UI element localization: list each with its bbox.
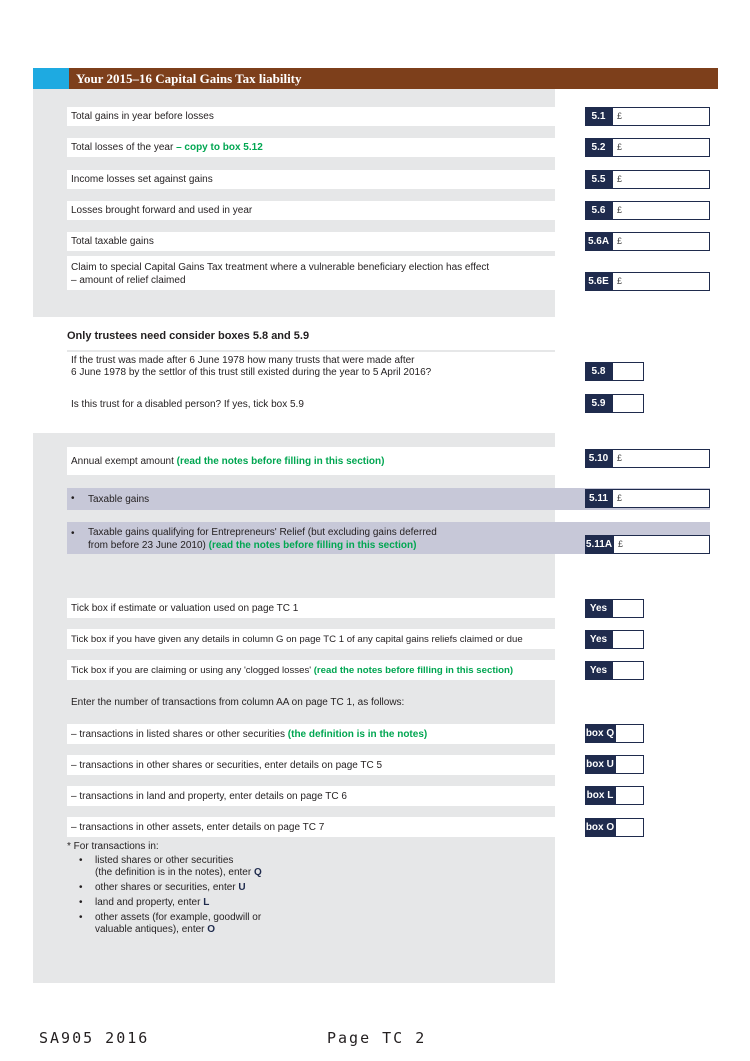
box-5-2-number: 5.2 — [585, 138, 612, 157]
box-5-2-input[interactable]: £ — [612, 138, 710, 157]
line-label-2: 6 June 1978 by the settlor of this trust still existed during the year to 5 April 2016? — [71, 367, 432, 378]
box-5-10-input[interactable]: £ — [612, 449, 710, 468]
box-5-6e-input[interactable]: £ — [612, 272, 710, 291]
box-5-6e-number: 5.6E — [585, 272, 612, 291]
bullet: • — [79, 897, 83, 908]
box-u-label: box U — [585, 755, 615, 774]
transactions-intro: Enter the number of transactions from column AA on page TC 1, as follows: — [71, 697, 405, 708]
line-5-5 — [67, 170, 555, 189]
footnote-item: land and property, enter — [95, 897, 204, 908]
footnote-item: listed shares or other securities — [95, 855, 234, 866]
line-5-6 — [67, 201, 555, 220]
box-q-label: box Q — [585, 724, 615, 743]
box-5-11a-input[interactable]: £ — [613, 535, 710, 554]
box-5-8-number: 5.8 — [585, 362, 612, 381]
line-label: Is this trust for a disabled person? If yes, tick box 5.9 — [71, 399, 304, 410]
footnote-item: other assets (for example, goodwill or — [95, 912, 262, 923]
box-5-6a-number: 5.6A — [585, 232, 612, 251]
section-title: Your 2015–16 Capital Gains Tax liability — [76, 71, 302, 86]
box-o-label: box O — [585, 818, 615, 837]
line-label: Income losses set against gains — [71, 174, 213, 185]
box-5-9-number: 5.9 — [585, 394, 612, 413]
tick-row-clogged — [67, 660, 557, 680]
box-5-11a-number: 5.11A — [585, 535, 613, 554]
bullet: • — [71, 493, 75, 504]
box-5-9-checkbox[interactable] — [612, 394, 644, 413]
transactions-row-l — [67, 786, 555, 806]
line-note: (the definition is in the notes) — [287, 729, 428, 740]
box-5-5-input[interactable]: £ — [612, 170, 710, 189]
box-5-5-number: 5.5 — [585, 170, 612, 189]
box-5-6-input[interactable]: £ — [612, 201, 710, 220]
line-label: – transactions in other shares or securities, enter details on page TC 5 — [71, 760, 383, 771]
line-5-6e — [67, 256, 555, 290]
tick-row-estimate — [67, 598, 555, 618]
line-label: – transactions in other assets, enter details on page TC 7 — [71, 822, 325, 833]
form-reference: SA905 2016 — [39, 1029, 150, 1047]
line-5-1 — [67, 107, 555, 126]
box-5-1-input[interactable]: £ — [612, 107, 710, 126]
line-5-11 — [67, 488, 555, 510]
line-label: Total losses of the year — [71, 142, 177, 153]
bullet: • — [79, 912, 83, 923]
header-accent — [33, 68, 69, 89]
box-5-6a-input[interactable]: £ — [612, 232, 710, 251]
footnote — [67, 841, 262, 936]
bullet: • — [79, 882, 83, 893]
line-label: Tick box if estimate or valuation used on page TC 1 — [71, 603, 299, 614]
footnote-item-2: valuable antiques), enter — [95, 924, 208, 935]
footnote-key: Q — [253, 867, 262, 878]
footnote-key: U — [238, 882, 246, 893]
line-label-2: from before 23 June 2010) — [88, 540, 209, 551]
trustees-heading: Only trustees need consider boxes 5.8 and 5.9 — [67, 330, 310, 342]
line-label: Total gains in year before losses — [71, 111, 214, 122]
tick-reliefs-checkbox[interactable] — [612, 630, 644, 649]
footnote-title: * For transactions in: — [67, 841, 159, 852]
box-5-8-input[interactable] — [612, 362, 644, 381]
line-label: Total taxable gains — [71, 236, 154, 247]
line-label: Tick box if you are claiming or using any 'clogged losses' — [71, 665, 314, 676]
box-5-11-input[interactable]: £ — [612, 489, 710, 508]
line-label: Annual exempt amount — [71, 456, 177, 467]
line-label: If the trust was made after 6 June 1978 how many trusts that were made after — [71, 355, 415, 366]
box-5-10-number: 5.10 — [585, 449, 612, 468]
footnote-item: other shares or securities, enter — [95, 882, 239, 893]
footnote-key: O — [207, 924, 216, 935]
bullet: • — [79, 855, 83, 866]
line-5-10 — [67, 447, 555, 475]
line-label: Losses brought forward and used in year — [71, 205, 253, 216]
transactions-row-o — [67, 817, 555, 837]
tick-yes-label: Yes — [585, 599, 612, 618]
line-note: (read the notes before filling in this section) — [313, 665, 514, 676]
tick-clogged-checkbox[interactable] — [612, 661, 644, 680]
tick-yes-label: Yes — [585, 630, 612, 649]
row-strip — [67, 350, 555, 352]
box-l-input[interactable] — [615, 786, 644, 805]
line-label: Taxable gains — [88, 494, 150, 505]
box-5-11-number: 5.11 — [585, 489, 612, 508]
line-label: Taxable gains qualifying for Entrepreneurs' Relief (but excluding gains deferred — [88, 527, 437, 538]
tick-yes-label: Yes — [585, 661, 612, 680]
line-note: – copy to box 5.12 — [176, 142, 263, 153]
box-q-input[interactable] — [615, 724, 644, 743]
line-5-2 — [67, 138, 555, 157]
page-number: Page TC 2 — [327, 1029, 427, 1047]
transactions-row-q — [67, 724, 555, 744]
line-label: Tick box if you have given any details in column G on page TC 1 of any capital gains reliefs claimed or due — [71, 634, 523, 645]
line-5-11a — [67, 522, 555, 554]
line-5-8 — [67, 350, 555, 386]
box-l-label: box L — [585, 786, 615, 805]
line-note: (read the notes before filling in this section) — [176, 456, 385, 467]
box-o-input[interactable] — [615, 818, 644, 837]
bullet: • — [71, 528, 75, 539]
line-5-6a — [67, 232, 555, 251]
line-label: Claim to special Capital Gains Tax treatment where a vulnerable beneficiary election has effect — [71, 262, 490, 273]
tick-estimate-checkbox[interactable] — [612, 599, 644, 618]
footnote-item-2: (the definition is in the notes), enter — [95, 867, 254, 878]
line-label-2: – amount of relief claimed — [71, 275, 186, 286]
box-u-input[interactable] — [615, 755, 644, 774]
line-note: (read the notes before filling in this section) — [208, 540, 417, 551]
tick-row-reliefs — [67, 629, 557, 649]
transactions-row-u — [67, 755, 555, 775]
line-label: – transactions in land and property, enter details on page TC 6 — [71, 791, 347, 802]
line-5-9 — [67, 395, 555, 414]
line-label: – transactions in listed shares or other securities — [71, 729, 288, 740]
footnote-key: L — [203, 897, 210, 908]
box-5-6-number: 5.6 — [585, 201, 612, 220]
box-5-1-number: 5.1 — [585, 107, 612, 126]
